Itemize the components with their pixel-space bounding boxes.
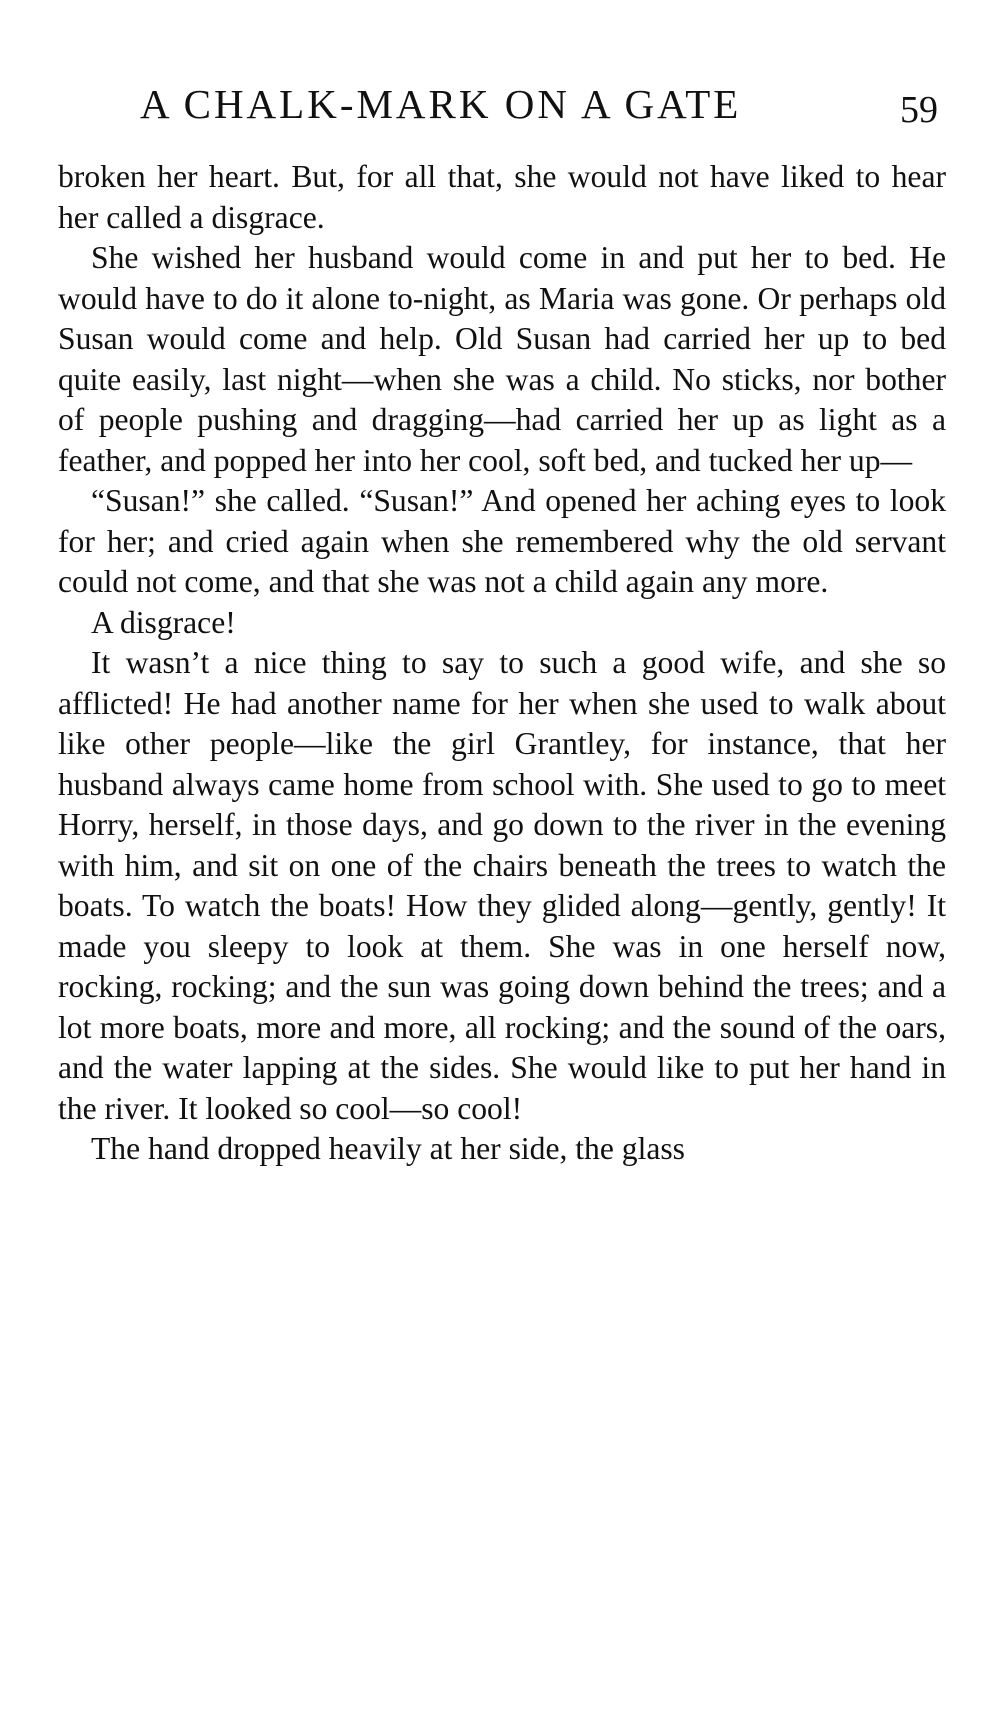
body-text [58,157,946,1170]
paragraph-1: broken her heart. But, for all that, she would not have liked to hear her called a disgrace. [58,159,946,235]
paragraph-6: The hand dropped heavily at her side, the glass [91,1131,685,1166]
paragraph-4: A disgrace! [91,604,236,640]
running-header [140,74,938,134]
paragraph-3: “Susan!” she called. “Susan!” And opened her aching eyes to look for her; and cried again when she remembered why the old servant could not come, and that she was not a child again any more. [58,483,946,599]
running-title: A CHALK-MARK ON A GATE [140,81,742,127]
page-number: 59 [900,89,938,131]
paragraph-5: It wasn’t a nice thing to say to such a good wife, and she so afflicted! He had another name for her when she used to walk about like other people—like the girl Grantley, for instance, that her husband always came home from school with. She used to go to meet Horry, herself, in those days, and go down to the river in the evening with him, and sit on one of the chairs beneath the trees to watch the boats. To watch the boats! How they glided along—gently, gently! It made you sleepy to look at them. She was in one herself now, rocking, rocking; and the sun was going down behind the trees; and a lot more boats, more and more, all rocking; and the sound of the oars, and the water lapping at the sides. She would like to put her hand in the river. It looked so cool—so cool! [58,645,946,1126]
paragraph-2: She wished her husband would come in and put her to bed. He would have to do it alone to-night, as Maria was gone. Or perhaps old Susan would come and help. Old Susan had carried her up to bed quite easily, last night—when she was a child. No sticks, nor bother of people pushing and dragging—had carried her up as light as a feather, and popped her into her cool, soft bed, and tucked her up— [58,240,946,478]
